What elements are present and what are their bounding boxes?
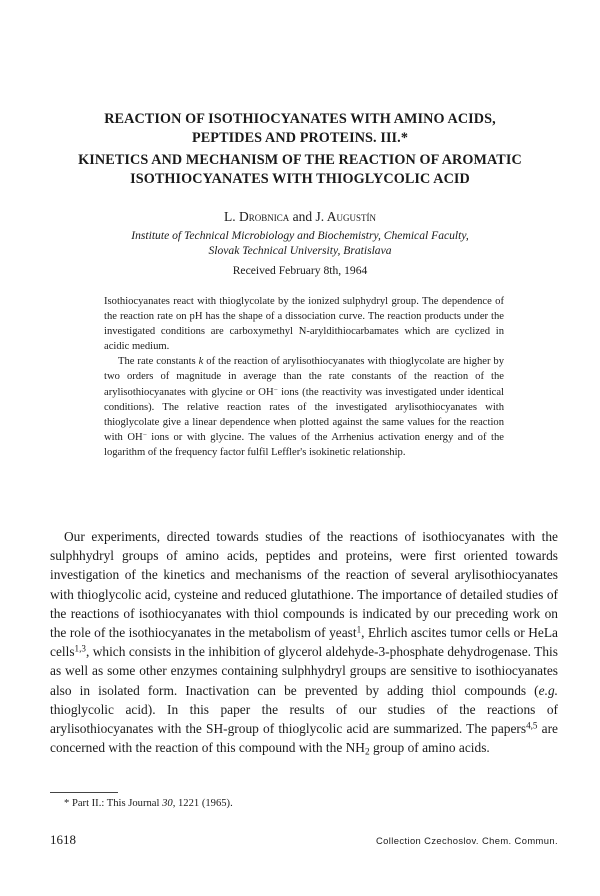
title-line: PEPTIDES AND PROTEINS. III.* [191,130,409,146]
chemical-subscript: 2 [364,747,370,758]
charge-superscript: − [142,430,147,439]
abstract-text: The rate constants [118,356,199,368]
footnote-divider [50,792,118,793]
subtitle-line: KINETICS AND MECHANISM OF THE REACTION OF AROMATIC [78,152,522,168]
author-conjunction: and [289,209,316,224]
footnote [64,797,534,811]
journal-name: Collection Czechoslov. Chem. Commun. [376,835,558,846]
page-number: 1618 [50,832,76,847]
affiliation [40,228,560,258]
body-text-run: are concerned with the reaction of this compound with the NH [50,721,558,756]
abstract-paragraph: Isothiocyanates react with thioglycolate by the ionized sulphydryl group. The dependence of the reaction rate on pH has the shape of a dissociation curve. The reaction products under the investigated conditions are carboxymethyl N-aryldithiocarbamates which are cyclized in acidic medium. [104,296,504,353]
affiliation-line: Institute of Technical Microbiology and Biochemistry, Chemical Faculty, [131,229,469,242]
reference-superscript: 4,5 [526,720,538,731]
paper-title [40,110,560,148]
authors [40,208,560,226]
author-name: L. Drobnica [223,209,290,224]
body-text-run: Our experiments, directed towards studies of the reactions of isothiocyanates with the sulphhydryl groups of amino acids, peptides and proteins, were first oriented towards investigation of the kinetics and mechanisms of the reaction of several arylisothiocyanates with thioglycolic acid, cysteine and reduced glutathione. The importance of detailed studies of the reactions of isothiocyanates with thiol compounds is indicated by our preceding work on the role of the isothiocyanates in the metabolism of yeast [50,529,558,641]
reference-superscript: 1,3 [74,643,86,654]
paper-subtitle [40,151,560,189]
title-line: REACTION OF ISOTHIOCYANATES WITH AMINO ACIDS, [104,111,496,127]
author-name: J. Augustín [315,209,376,224]
abstract [104,294,504,460]
received-date: Received February 8th, 1964 [232,264,368,277]
affiliation-line: Slovak Technical University, Bratislava [208,244,392,257]
abstract-text: of the reaction of arylisothiocyanates with thioglycolate are higher by two orders of magnitude in average than the rate constants of the reaction of the arylisothiocyanates with glycine or OH [104,356,505,398]
italic-abbreviation: e.g. [538,682,558,698]
body-text-run: group of amino acids. [369,740,490,756]
body-text-run: , Ehrlich ascites tumor cells or HeLa cells [50,625,558,660]
abstract-text: ions (the reactivity was investigated under identical conditions). The relative reaction rates of the investigated arylisothiocyanates with thioglycolate give a linear dependence when plotted against the same values for the reaction with OH [104,386,504,443]
body-paragraph [50,527,558,757]
abstract-text: ions or with glycine. The values of the Arrhenius activation energy and of the logarithm of the frequency factor fulfil Leffler's isokinetic relationship. [104,431,504,458]
subtitle-line: ISOTHIOCYANATES WITH THIOGLYCOLIC ACID [130,171,470,187]
body-text-run: thioglycolic acid). In this paper the results of our studies of the reactions of arylisothiocyanates with the SH-group of thioglycolic acid are summarized. The papers [50,701,558,737]
body-text-run: , which consists in the inhibition of glycerol aldehyde-3-phosphate dehydrogenase. This as well as some other enzymes containing sulphhydryl groups are sensitive to isothiocyanates also in isolated form. Inactivation can be prevented by adding thiol compounds ( [50,644,558,698]
body-text [50,527,558,757]
footnote-volume: 30 [162,798,173,809]
footnote-text: Part II.: This Journal [69,798,163,809]
charge-superscript: − [273,384,278,393]
footnote-mark: * [64,798,70,809]
rate-constant-symbol: k [198,356,204,368]
reference-superscript: 1 [356,624,362,635]
abstract-paragraph [104,354,504,460]
footnote-text: , 1221 (1965). [172,798,233,809]
